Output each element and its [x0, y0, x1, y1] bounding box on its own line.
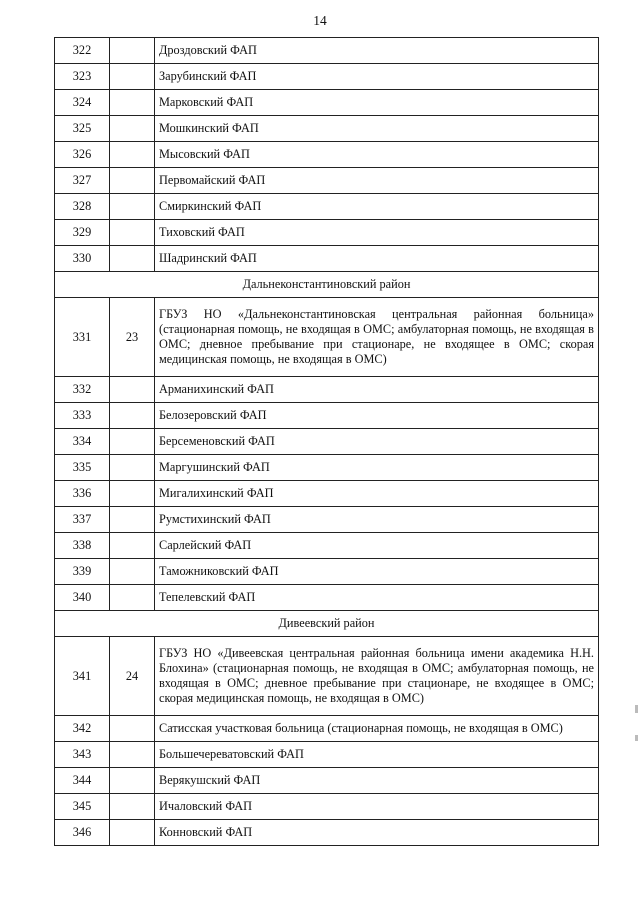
- scan-artifact: [635, 735, 638, 741]
- row-code: [110, 794, 155, 820]
- row-number: 343: [55, 742, 110, 768]
- table-row: [55, 246, 599, 272]
- facility-name: Мысовский ФАП: [155, 142, 599, 168]
- row-number: 339: [55, 559, 110, 585]
- facility-name: Тепелевский ФАП: [155, 585, 599, 611]
- row-number: 328: [55, 194, 110, 220]
- row-number: 336: [55, 481, 110, 507]
- facility-name: Мигалихинский ФАП: [155, 481, 599, 507]
- table-row: [55, 455, 599, 481]
- table-row: [55, 194, 599, 220]
- row-code: 23: [110, 298, 155, 377]
- row-number: 331: [55, 298, 110, 377]
- facility-name: Белозеровский ФАП: [155, 403, 599, 429]
- district-header-row: [55, 611, 599, 637]
- row-number: 335: [55, 455, 110, 481]
- facility-name: Сарлейский ФАП: [155, 533, 599, 559]
- scan-artifact: [635, 705, 638, 713]
- row-code: [110, 246, 155, 272]
- facility-name: Первомайский ФАП: [155, 168, 599, 194]
- table-row: [55, 64, 599, 90]
- table-row: [55, 429, 599, 455]
- table-row: [55, 768, 599, 794]
- row-code: [110, 90, 155, 116]
- facility-name: Сатисская участковая больница (стационарная помощь, не входящая в ОМС): [155, 716, 599, 742]
- row-number: 337: [55, 507, 110, 533]
- table-row: [55, 481, 599, 507]
- row-code: [110, 142, 155, 168]
- facility-name: Марковский ФАП: [155, 90, 599, 116]
- row-code: [110, 742, 155, 768]
- table-row: [55, 794, 599, 820]
- table-row: [55, 142, 599, 168]
- district-title: Дивеевский район: [55, 611, 599, 637]
- row-code: [110, 533, 155, 559]
- row-code: [110, 220, 155, 246]
- row-number: 345: [55, 794, 110, 820]
- facility-name: Зарубинский ФАП: [155, 64, 599, 90]
- row-number: 327: [55, 168, 110, 194]
- table-row: [55, 716, 599, 742]
- table-row: [55, 38, 599, 64]
- facility-name: Тиховский ФАП: [155, 220, 599, 246]
- facility-name: Арманихинский ФАП: [155, 377, 599, 403]
- row-code: [110, 403, 155, 429]
- row-code: [110, 194, 155, 220]
- row-number: 344: [55, 768, 110, 794]
- row-number: 342: [55, 716, 110, 742]
- table-row: [55, 116, 599, 142]
- hospital-description: ГБУЗ НО «Дальнеконстантиновская центральная районная больница» (стационарная помощь, не входящая в ОМС; амбулаторная помощь, не входящая в ОМС; дневное пребывание при стационаре, не входящее в ОМС; скорая медицинская помощь, не входящая в ОМС): [155, 298, 599, 377]
- facility-name: Маргушинский ФАП: [155, 455, 599, 481]
- row-number: 346: [55, 820, 110, 846]
- table-row: [55, 820, 599, 846]
- table-row: [55, 533, 599, 559]
- row-number: 326: [55, 142, 110, 168]
- table-row: [55, 742, 599, 768]
- facility-name: Конновский ФАП: [155, 820, 599, 846]
- table-row: [55, 168, 599, 194]
- table-row: [55, 403, 599, 429]
- facility-name: Румстихинский ФАП: [155, 507, 599, 533]
- table-row: [55, 90, 599, 116]
- row-number: 324: [55, 90, 110, 116]
- facility-name: Большечереватовский ФАП: [155, 742, 599, 768]
- facility-name: Берсеменовский ФАП: [155, 429, 599, 455]
- facility-name: Ичаловский ФАП: [155, 794, 599, 820]
- table-row: [55, 559, 599, 585]
- row-number: 325: [55, 116, 110, 142]
- row-code: [110, 481, 155, 507]
- row-number: 329: [55, 220, 110, 246]
- table-row: [55, 585, 599, 611]
- table-row: [55, 377, 599, 403]
- district-header-row: [55, 272, 599, 298]
- row-number: 340: [55, 585, 110, 611]
- row-code: 24: [110, 637, 155, 716]
- row-code: [110, 820, 155, 846]
- row-code: [110, 38, 155, 64]
- row-code: [110, 716, 155, 742]
- facility-name: Таможниковский ФАП: [155, 559, 599, 585]
- facility-name: Смиркинский ФАП: [155, 194, 599, 220]
- row-number: 330: [55, 246, 110, 272]
- facility-name: Шадринский ФАП: [155, 246, 599, 272]
- table-row: [55, 220, 599, 246]
- row-number: 323: [55, 64, 110, 90]
- district-title: Дальнеконстантиновский район: [55, 272, 599, 298]
- table-row: [55, 507, 599, 533]
- page-number: 14: [313, 13, 327, 28]
- facility-name: Верякушский ФАП: [155, 768, 599, 794]
- row-number: 338: [55, 533, 110, 559]
- row-code: [110, 559, 155, 585]
- row-number: 334: [55, 429, 110, 455]
- facility-table: [54, 37, 599, 846]
- row-code: [110, 455, 155, 481]
- row-number: 322: [55, 38, 110, 64]
- row-code: [110, 507, 155, 533]
- row-code: [110, 585, 155, 611]
- hospital-description: ГБУЗ НО «Дивеевская центральная районная больница имени академика Н.Н. Блохина» (стационарная помощь, не входящая в ОМС; амбулаторная помощь, не входящая в ОМС; дневное пребывание при стационаре, не входящее в ОМС; скорая медицинская помощь, не входящая в ОМС): [155, 637, 599, 716]
- row-code: [110, 64, 155, 90]
- hospital-row: [55, 637, 599, 716]
- row-number: 341: [55, 637, 110, 716]
- row-code: [110, 377, 155, 403]
- row-code: [110, 429, 155, 455]
- row-code: [110, 768, 155, 794]
- facility-name: Дроздовский ФАП: [155, 38, 599, 64]
- facility-name: Мошкинский ФАП: [155, 116, 599, 142]
- row-code: [110, 168, 155, 194]
- row-number: 332: [55, 377, 110, 403]
- row-code: [110, 116, 155, 142]
- hospital-row: [55, 298, 599, 377]
- row-number: 333: [55, 403, 110, 429]
